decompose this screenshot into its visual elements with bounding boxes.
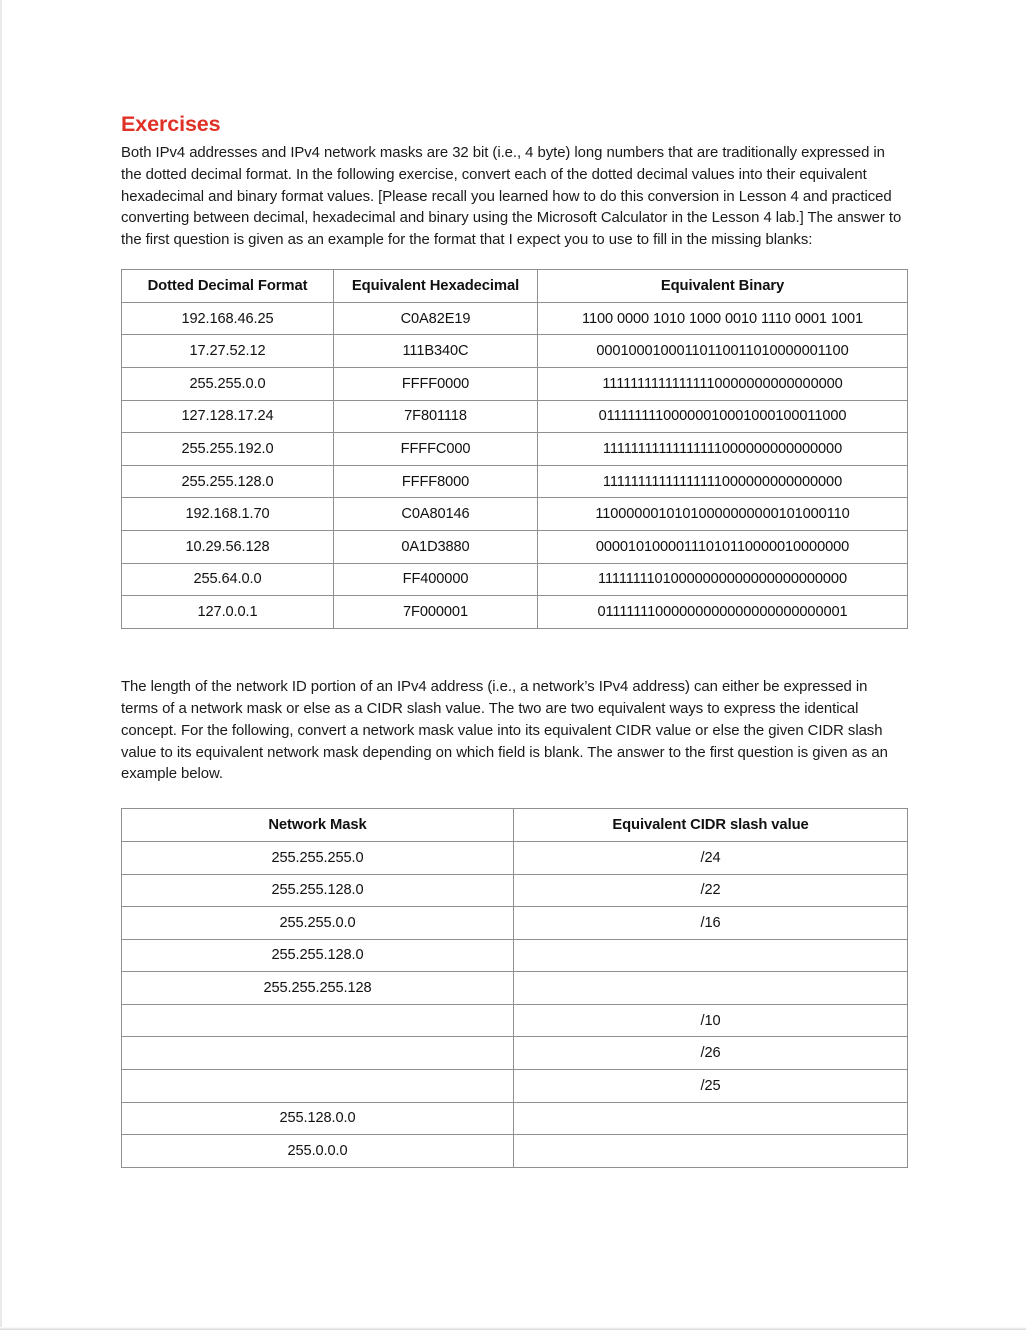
page-title: Exercises (121, 112, 221, 136)
column-header-cidr-slash: Equivalent CIDR slash value (514, 809, 908, 842)
table-row (122, 939, 908, 972)
cell-binary: 1100 0000 1010 1000 0010 1110 0001 1001 (538, 302, 908, 335)
cell-binary: 11111111111111110000000000000000 (538, 368, 908, 401)
cell-hexadecimal: 111B340C (334, 335, 538, 368)
table-row (122, 1037, 908, 1070)
table-row (122, 1004, 908, 1037)
spacer-between-sections (121, 629, 907, 677)
cell-binary: 01111111000000000000000000000001 (538, 596, 908, 629)
cell-dotted-decimal: 255.255.192.0 (122, 433, 334, 466)
cell-network-mask: 255.255.255.0 (122, 841, 514, 874)
cell-hexadecimal: FF400000 (334, 563, 538, 596)
cell-cidr-value: /16 (514, 907, 908, 940)
table-header-row (122, 270, 908, 303)
table-row (122, 465, 908, 498)
table-row (122, 1102, 908, 1135)
table-row (122, 433, 908, 466)
intro-paragraph: Both IPv4 addresses and IPv4 network masks are 32 bit (i.e., 4 byte) long numbers that are traditionally expressed in the dotted decimal format. In the following exercise, convert each of the dotted decimal values into their equivalent hexadecimal and binary format values. [Please recall you learned how to do this conversion in Lesson 4 and practiced converting between decimal, hexadecimal and binary using the Microsoft Calculator in the Lesson 4 lab.] The answer to the first question is given as an example for the format that I expect you to use to fill in the missing blanks: (121, 144, 902, 249)
cell-binary: 11111111111111111000000000000000 (538, 465, 908, 498)
cell-network-mask-blank[interactable] (122, 1070, 514, 1103)
table-row (122, 1070, 908, 1103)
cell-binary: 11111111111111111000000000000000 (538, 433, 908, 466)
cell-cidr-value: /25 (514, 1070, 908, 1103)
column-header-binary: Equivalent Binary (538, 270, 908, 303)
second-paragraph: The length of the network ID portion of an IPv4 address (i.e., a network’s IPv4 address) can either be expressed in terms of a network mask or else as a CIDR slash value. The two are two equivalent ways to express the identical concept. For the following, convert a network mask value into its equivalent CIDR value or else the given CIDR slash value to its equivalent network mask depending on which field is blank. The answer to the first question is given as an example below. (121, 678, 888, 783)
cell-binary: 11111111010000000000000000000000 (538, 563, 908, 596)
cell-dotted-decimal: 255.64.0.0 (122, 563, 334, 596)
cell-cidr-value: /10 (514, 1004, 908, 1037)
cell-cidr-value-blank[interactable] (514, 972, 908, 1005)
table-row (122, 596, 908, 629)
cell-cidr-value: /24 (514, 841, 908, 874)
cell-cidr-value: /22 (514, 874, 908, 907)
cell-network-mask: 255.255.0.0 (122, 907, 514, 940)
cell-dotted-decimal: 192.168.46.25 (122, 302, 334, 335)
cidr-table (121, 808, 908, 1168)
cell-network-mask-blank[interactable] (122, 1037, 514, 1070)
page-left-edge (0, 0, 2, 1330)
cell-binary: 01111111100000010001000100011000 (538, 400, 908, 433)
cell-hexadecimal: C0A82E19 (334, 302, 538, 335)
table-row (122, 841, 908, 874)
cell-cidr-value: /26 (514, 1037, 908, 1070)
cell-cidr-value-blank[interactable] (514, 1135, 908, 1168)
cell-hexadecimal: FFFF0000 (334, 368, 538, 401)
spacer-before-table-two (121, 786, 907, 808)
cell-network-mask: 255.255.255.128 (122, 972, 514, 1005)
table-row (122, 874, 908, 907)
table-row (122, 302, 908, 335)
cell-network-mask: 255.255.128.0 (122, 874, 514, 907)
table-row (122, 400, 908, 433)
cell-cidr-value-blank[interactable] (514, 1102, 908, 1135)
cell-cidr-value-blank[interactable] (514, 939, 908, 972)
cell-hexadecimal: 7F801118 (334, 400, 538, 433)
cell-binary: 11000000101010000000000101000110 (538, 498, 908, 531)
cell-binary: 00001010000111010110000010000000 (538, 531, 908, 564)
table-row (122, 498, 908, 531)
cell-binary: 00010001000110110011010000001100 (538, 335, 908, 368)
table-row (122, 368, 908, 401)
spacer-before-table-one (121, 252, 907, 269)
cell-dotted-decimal: 127.128.17.24 (122, 400, 334, 433)
table-header-row (122, 809, 908, 842)
cell-network-mask: 255.128.0.0 (122, 1102, 514, 1135)
cell-dotted-decimal: 10.29.56.128 (122, 531, 334, 564)
table-row (122, 335, 908, 368)
cell-dotted-decimal: 127.0.0.1 (122, 596, 334, 629)
column-header-network-mask: Network Mask (122, 809, 514, 842)
document-content (121, 112, 907, 1168)
column-header-hexadecimal: Equivalent Hexadecimal (334, 270, 538, 303)
cell-hexadecimal: C0A80146 (334, 498, 538, 531)
conversion-table (121, 269, 908, 629)
cell-hexadecimal: FFFF8000 (334, 465, 538, 498)
cell-dotted-decimal: 192.168.1.70 (122, 498, 334, 531)
column-header-dotted-decimal: Dotted Decimal Format (122, 270, 334, 303)
table-row (122, 972, 908, 1005)
table-row (122, 907, 908, 940)
cell-dotted-decimal: 255.255.0.0 (122, 368, 334, 401)
table-row (122, 531, 908, 564)
cell-dotted-decimal: 17.27.52.12 (122, 335, 334, 368)
cell-hexadecimal: 7F000001 (334, 596, 538, 629)
cell-network-mask-blank[interactable] (122, 1004, 514, 1037)
table-row (122, 1135, 908, 1168)
table-row (122, 563, 908, 596)
cell-network-mask: 255.255.128.0 (122, 939, 514, 972)
cell-hexadecimal: 0A1D3880 (334, 531, 538, 564)
cell-network-mask: 255.0.0.0 (122, 1135, 514, 1168)
cell-dotted-decimal: 255.255.128.0 (122, 465, 334, 498)
cell-hexadecimal: FFFFC000 (334, 433, 538, 466)
